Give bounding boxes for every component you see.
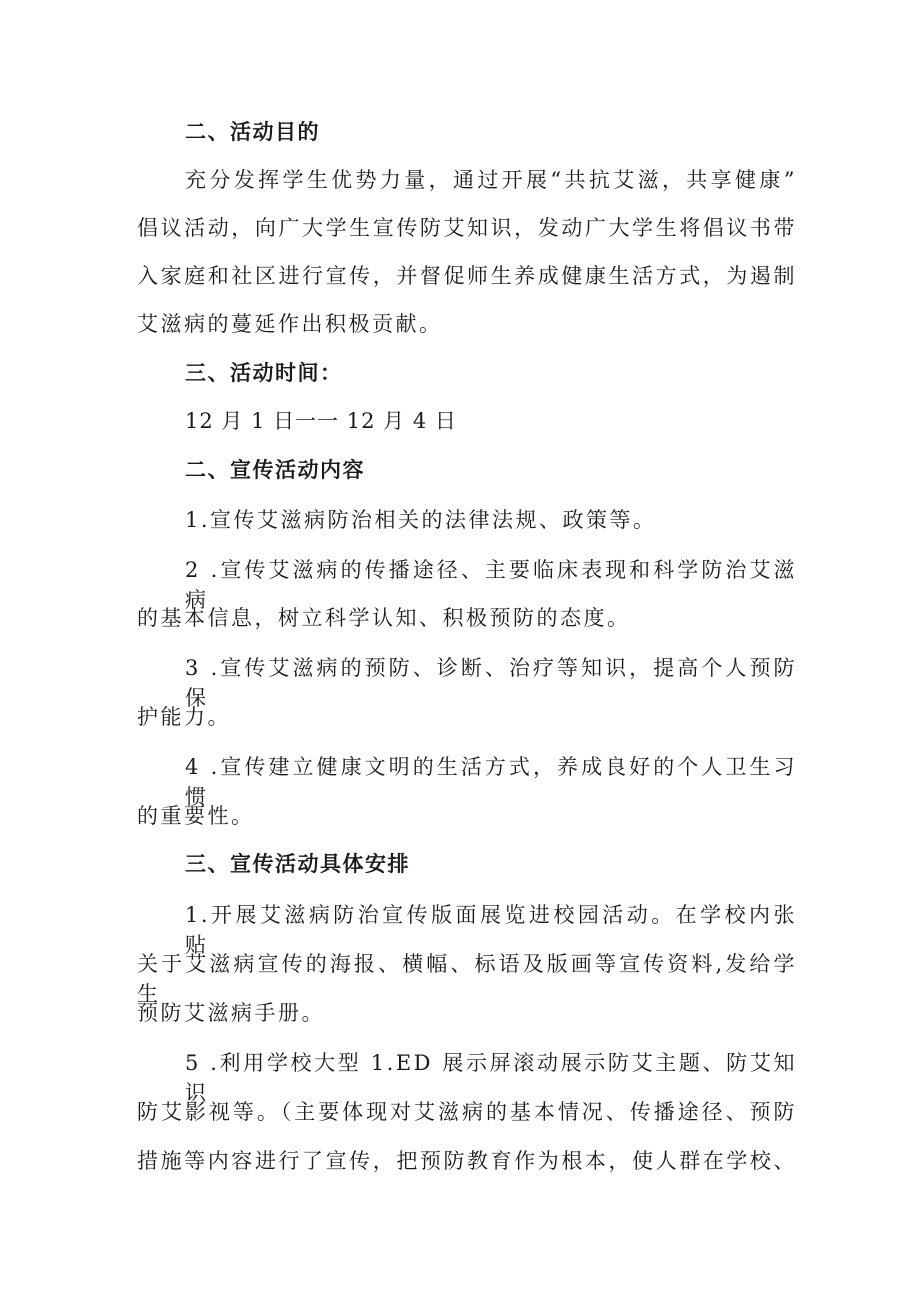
list-item-line: 1.开展艾滋病防治宣传版面展览进校园活动。在学校内张贴 bbox=[185, 903, 797, 957]
list-item-line: 的重要性。 bbox=[137, 804, 255, 828]
section-heading-time: 三、活动时间： bbox=[185, 361, 343, 385]
activity-date: 12 月 1 日一一 12 月 4 日 bbox=[185, 409, 457, 433]
paragraph-line: 充分发挥学生优势力量，通过开展“共抗艾滋，共享健康” bbox=[185, 168, 797, 192]
list-item-line: 4 .宣传建立健康文明的生活方式，养成良好的个人卫生习惯 bbox=[185, 755, 797, 809]
paragraph-line: 倡议活动，向广大学生宣传防艾知识，发动广大学生将倡议书带 bbox=[137, 216, 797, 240]
list-item-line: 措施等内容进行了宣传，把预防教育作为根本，使人群在学校、 bbox=[137, 1149, 797, 1173]
paragraph-line: 入家庭和社区进行宣传，并督促师生养成健康生活方式，为遏制 bbox=[137, 264, 797, 288]
list-item-line: 3 .宣传艾滋病的预防、诊断、治疗等知识，提高个人预防保 bbox=[185, 656, 797, 710]
section-heading-arrangement: 三、宣传活动具体安排 bbox=[185, 852, 410, 876]
section-heading-purpose: 二、活动目的 bbox=[185, 120, 320, 144]
paragraph-line: 艾滋病的蔓延作出积极贡献。 bbox=[137, 312, 443, 336]
list-item-line: 护能力。 bbox=[137, 705, 231, 729]
list-item-line: 2 .宣传艾滋病的传播途径、主要临床表现和科学防治艾滋病 bbox=[185, 558, 797, 612]
list-item-line: 1.宣传艾滋病防治相关的法律法规、政策等。 bbox=[185, 508, 657, 532]
section-heading-content: 二、宣传活动内容 bbox=[185, 458, 365, 482]
list-item-line: 的基本信息，树立科学认知、积极预防的态度。 bbox=[137, 606, 631, 630]
list-item-line: 预防艾滋病手册。 bbox=[137, 1001, 325, 1025]
list-item-line: 关于艾滋病宣传的海报、横幅、标语及版画等宣传资料,发给学生 bbox=[137, 952, 797, 1006]
list-item-line: 防艾影视等。（主要体现对艾滋病的基本情况、传播途径、预防 bbox=[137, 1100, 797, 1124]
list-item-line: 5 .利用学校大型 1.ED 展示屏滚动展示防艾主题、防艾知识 bbox=[185, 1051, 797, 1105]
